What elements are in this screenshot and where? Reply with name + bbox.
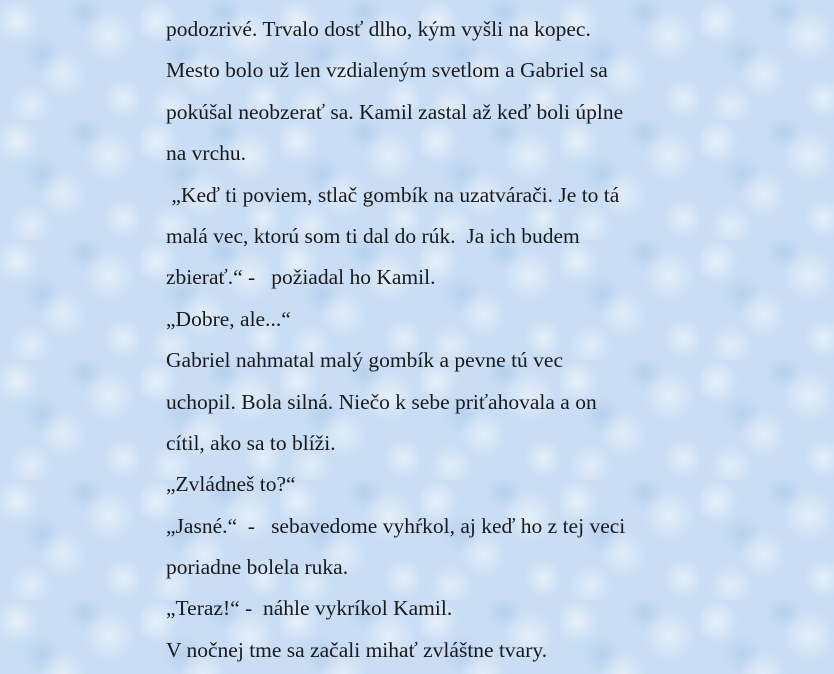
text-line: „Keď ti poviem, stlač gombík na uzatvárači. Je to tá: [166, 182, 620, 207]
text-line: „Jasné.“ - sebavedome vyhŕkol, aj keď ho z tej veci: [166, 513, 626, 538]
text-line: na vrchu.: [166, 141, 246, 166]
text-line: malá vec, ktorú som ti dal do rúk. Ja ich budem: [166, 223, 580, 248]
text-line: podozrivé. Trvalo dosť dlho, kým vyšli na kopec.: [166, 17, 591, 41]
text-line: uchopil. Bola silná. Niečo k sebe priťahovala a on: [166, 389, 597, 414]
text-line: poriadne bolela ruka.: [166, 555, 349, 580]
text-line: pokúšal neobzerať sa. Kamil zastal až keď boli úplne: [166, 99, 624, 124]
story-text-page: [166, 9, 706, 671]
text-line: „Dobre, ale...“: [166, 306, 291, 331]
text-line: cítil, ako sa to blíži.: [166, 430, 336, 455]
text-line: Gabriel nahmatal malý gombík a pevne tú vec: [166, 348, 564, 373]
text-line: V nočnej tme sa začali mihať zvláštne tvary.: [166, 637, 548, 662]
text-line: „Teraz!“ - náhle vykríkol Kamil.: [166, 596, 453, 621]
text-line: Mesto bolo už len vzdialeným svetlom a Gabriel sa: [166, 58, 608, 83]
text-line: zbierať.“ - požiadal ho Kamil.: [166, 265, 436, 290]
text-line: „Zvládneš to?“: [166, 472, 296, 497]
